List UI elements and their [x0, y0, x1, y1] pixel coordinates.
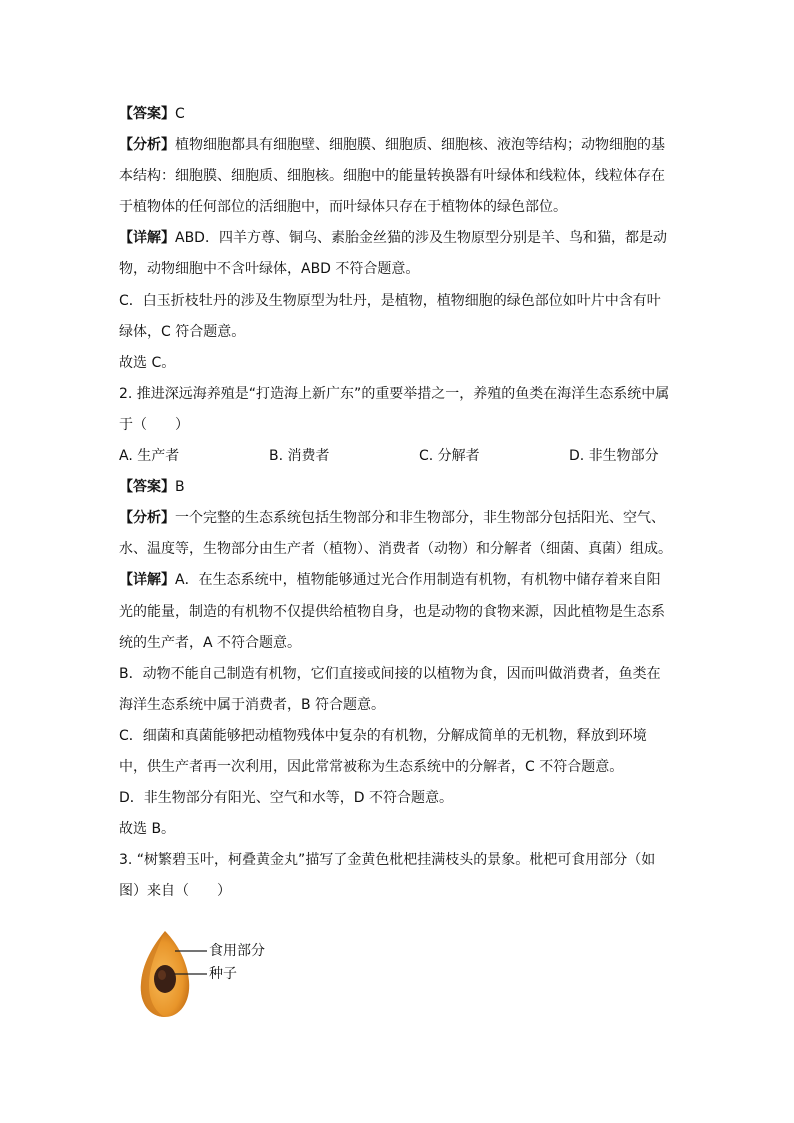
- q2-analysis-line: 水、温度等，生物部分由生产者（植物）、消费者（动物）和分解者（细菌、真菌）组成。: [119, 541, 672, 558]
- detail-tag: 【详解】: [119, 572, 175, 589]
- text: ABD．四羊方尊、铜乌、素胎金丝猫的涉及生物原型分别是羊、鸟和猫，都是动: [175, 230, 667, 247]
- page-content: [119, 99, 679, 1047]
- seed-highlight: [158, 970, 166, 980]
- q1-detail-line: [119, 223, 679, 254]
- option-c: C. 分解者: [419, 448, 480, 465]
- answer-value: B: [175, 479, 185, 496]
- seed-shape: [154, 965, 176, 993]
- q1-detail-line: 物，动物细胞中不含叶绿体，ABD 不符合题意。: [119, 261, 420, 278]
- answer-tag: 【答案】: [119, 106, 175, 122]
- q2-detail-line: 光的能量，制造的有机物不仅提供给植物自身，也是动物的食物来源，因此植物是生态系: [119, 603, 665, 620]
- label-seed: 种子: [209, 966, 237, 983]
- q1-analysis-line: 于植物体的任何部位的活细胞中，而叶绿体只存在于植物体的绿色部位。: [119, 199, 567, 216]
- q3-stem-line: 图）来自（ ）: [119, 883, 231, 900]
- q2-conclusion: 故选 B。: [119, 821, 176, 838]
- q2-detail-line: 海洋生态系统中属于消费者，B 符合题意。: [119, 696, 386, 713]
- q2-answer: [119, 472, 679, 503]
- q3-stem-line: 3. “树繁碧玉叶，柯叠黄金丸”描写了金黄色枇杷挂满枝头的景象。枇杷可食用部分（如: [119, 852, 656, 869]
- q1-detail-line: 绿体，C 符合题意。: [119, 323, 246, 340]
- q2-stem-line: 2. 推进深远海养殖是“打造海上新广东”的重要举措之一，养殖的鱼类在海洋生态系统中属: [119, 385, 670, 402]
- text: 植物细胞都具有细胞壁、细胞膜、细胞质、细胞核、液泡等结构；动物细胞的基: [175, 137, 665, 154]
- q2-detail-line: C．细菌和真菌能够把动植物残体中复杂的有机物，分解成简单的无机物，释放到环境: [119, 727, 647, 744]
- label-edible-part: 食用部分: [209, 943, 265, 960]
- option-b: B. 消费者: [269, 448, 330, 465]
- q2-detail-line: 统的生产者，A 不符合题意。: [119, 634, 302, 651]
- q2-stem-line: 于（ ）: [119, 416, 189, 433]
- q2-detail-line: 中，供生产者再一次利用，因此常常被称为生态系统中的分解者，C 不符合题意。: [119, 758, 624, 775]
- option-d: D. 非生物部分: [569, 448, 659, 465]
- q2-detail-line: B．动物不能自己制造有机物，它们直接或间接的以植物为食，因而叫做消费者，鱼类在: [119, 665, 661, 682]
- q2-detail-line: D．非生物部分有阳光、空气和水等，D 不符合题意。: [119, 790, 454, 807]
- answer-tag: 【答案】: [119, 479, 175, 496]
- detail-tag: 【详解】: [119, 230, 175, 247]
- q1-conclusion: 故选 C。: [119, 354, 176, 371]
- q1-detail-line: C．白玉折枝牡丹的涉及生物原型为牡丹，是植物，植物细胞的绿色部位如叶片中含有叶: [119, 292, 661, 309]
- q1-analysis-line: 本结构：细胞膜、细胞质、细胞核。细胞中的能量转换器有叶绿体和线粒体，线粒体存在: [119, 168, 665, 185]
- answer-value: C: [175, 106, 185, 122]
- analysis-tag: 【分析】: [119, 137, 175, 154]
- text: A．在生态系统中，植物能够通过光合作用制造有机物，有机物中储存着来自阳: [175, 572, 661, 589]
- option-a: A. 生产者: [119, 448, 180, 465]
- text: 一个完整的生态系统包括生物部分和非生物部分，非生物部分包括阳光、空气、: [175, 510, 665, 527]
- q2-options: [119, 441, 679, 472]
- loquat-figure: [119, 907, 679, 1047]
- q1-analysis-line: [119, 130, 679, 161]
- q2-detail-line: [119, 565, 679, 596]
- analysis-tag: 【分析】: [119, 510, 175, 527]
- q1-answer: [119, 99, 679, 130]
- q2-analysis-line: [119, 503, 679, 534]
